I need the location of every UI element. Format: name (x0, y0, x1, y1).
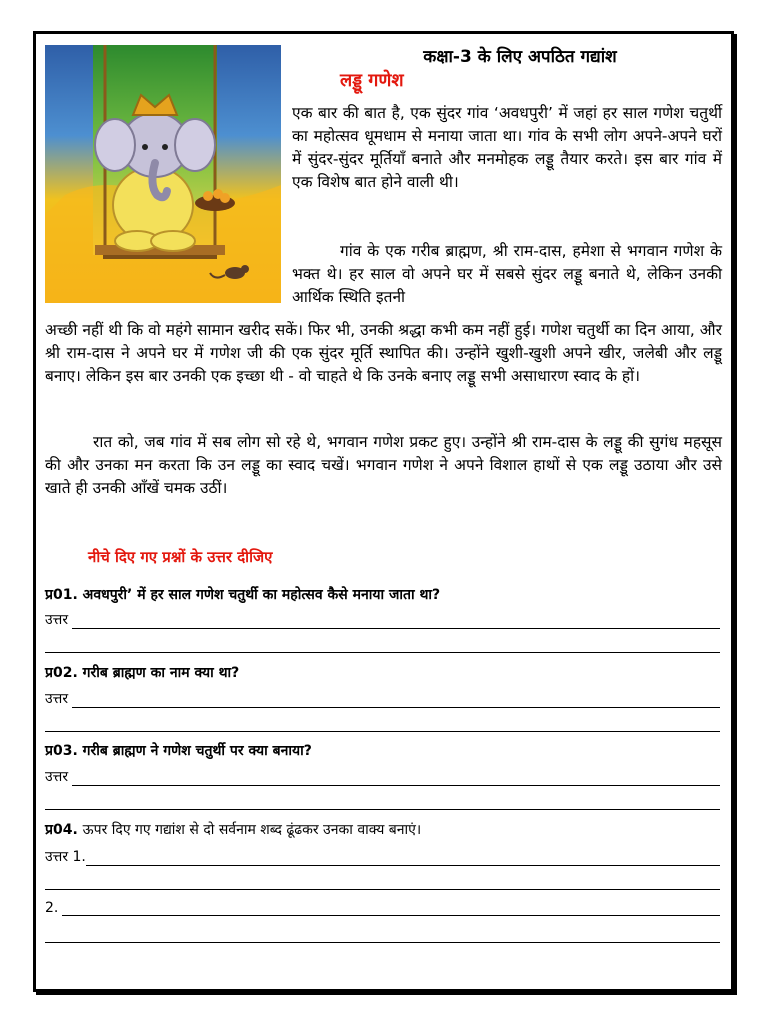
answer-4-1-row[interactable] (45, 847, 720, 866)
answer-line[interactable] (45, 731, 720, 732)
answer-line[interactable] (45, 889, 720, 890)
paragraph-2-bottom: अच्छी नहीं थी कि वो महंगे सामान खरीद सकें। फिर भी, उनकी श्रद्धा कभी कम नहीं हुई। गणेश चतुर्थी का दिन आया, और श्री राम-दास ने अपने घर में गणेश जी की एक सुंदर मूर्ति स्थापित की। उन्होंने खुशी-खुशी अपने खीर, जलेबी और लड्डू बनाए। लेकिन इस बार उनकी एक इच्छा थी - वो चाहते थे कि उनके बनाए लड्डू सभी असाधारण स्वाद के हों। (45, 321, 722, 385)
answer-line[interactable] (45, 652, 720, 653)
answer-line[interactable] (45, 942, 720, 943)
answer-label: उत्तर 1. (45, 849, 86, 865)
answer-4-2-row[interactable] (45, 900, 720, 916)
paragraph-2-top: गांव के एक गरीब ब्राह्मण, श्री राम-दास, हमेशा से भगवान गणेश के भक्त थे। हर साल वो अपने घर में सबसे सुंदर लड्डू बनाते थे, लेकिन उनकी आर्थिक स्थिति इतनी (292, 242, 722, 306)
answer-label: उत्तर (45, 691, 69, 707)
answer-line[interactable] (62, 903, 720, 916)
answer-line[interactable] (45, 809, 720, 810)
answer-label: 2. (45, 900, 59, 916)
answer-line[interactable] (72, 616, 720, 629)
question-4-text: ऊपर दिए गए गद्यांश से दो सर्वनाम शब्द ढूंढकर उनका वाक्य बनाएं। (82, 822, 422, 838)
paragraph-3: रात को, जब गांव में सब लोग सो रहे थे, भगवान गणेश प्रकट हुए। उन्होंने श्री राम-दास के लड्डू की सुगंध महसूस की और उनका मन करता कि उन लड्डू का स्वाद चखें। भगवान गणेश ने अपने विशाल हाथों से एक लड्डू उठाया और उसे खाते ही उनकी आँखें चमक उठीं। (45, 433, 722, 497)
answer-3-row[interactable] (45, 767, 720, 786)
worksheet-title: कक्षा-3 के लिए अपठित गद्यांश (423, 47, 617, 67)
answer-line[interactable] (72, 773, 720, 786)
question-1: प्र01. अवधपुरी’ में हर साल गणेश चतुर्थी का महोत्सव कैसे मनाया जाता था? (45, 587, 441, 603)
question-4-number: प्र04. (45, 822, 78, 838)
answer-line[interactable] (86, 853, 720, 866)
story-title: लड्डू गणेश (340, 70, 404, 91)
answer-label: उत्तर (45, 612, 69, 628)
answer-1-row[interactable] (45, 610, 720, 629)
question-3: प्र03. गरीब ब्राह्मण ने गणेश चतुर्थी पर क्या बनाया? (45, 743, 312, 759)
paragraph-1: एक बार की बात है, एक सुंदर गांव ‘अवधपुरी’ में जहां हर साल गणेश चतुर्थी का महोत्सव धूमधाम से मनाया जाता था। गांव के सभी लोग अपने-अपने घरों में सुंदर-सुंदर मूर्तियाँ बनाते और मनमोहक लड्डू तैयार करते। इस बार गांव में एक विशेष बात होने वाली थी। (292, 104, 722, 191)
answer-label: उत्तर (45, 769, 69, 785)
question-4 (45, 820, 720, 839)
questions-heading: नीचे दिए गए प्रश्नों के उत्तर दीजिए (88, 548, 273, 566)
answer-line[interactable] (72, 695, 720, 708)
ganesh-illustration (45, 45, 281, 303)
answer-2-row[interactable] (45, 689, 720, 708)
question-2: प्र02. गरीब ब्राह्मण का नाम क्या था? (45, 665, 240, 681)
